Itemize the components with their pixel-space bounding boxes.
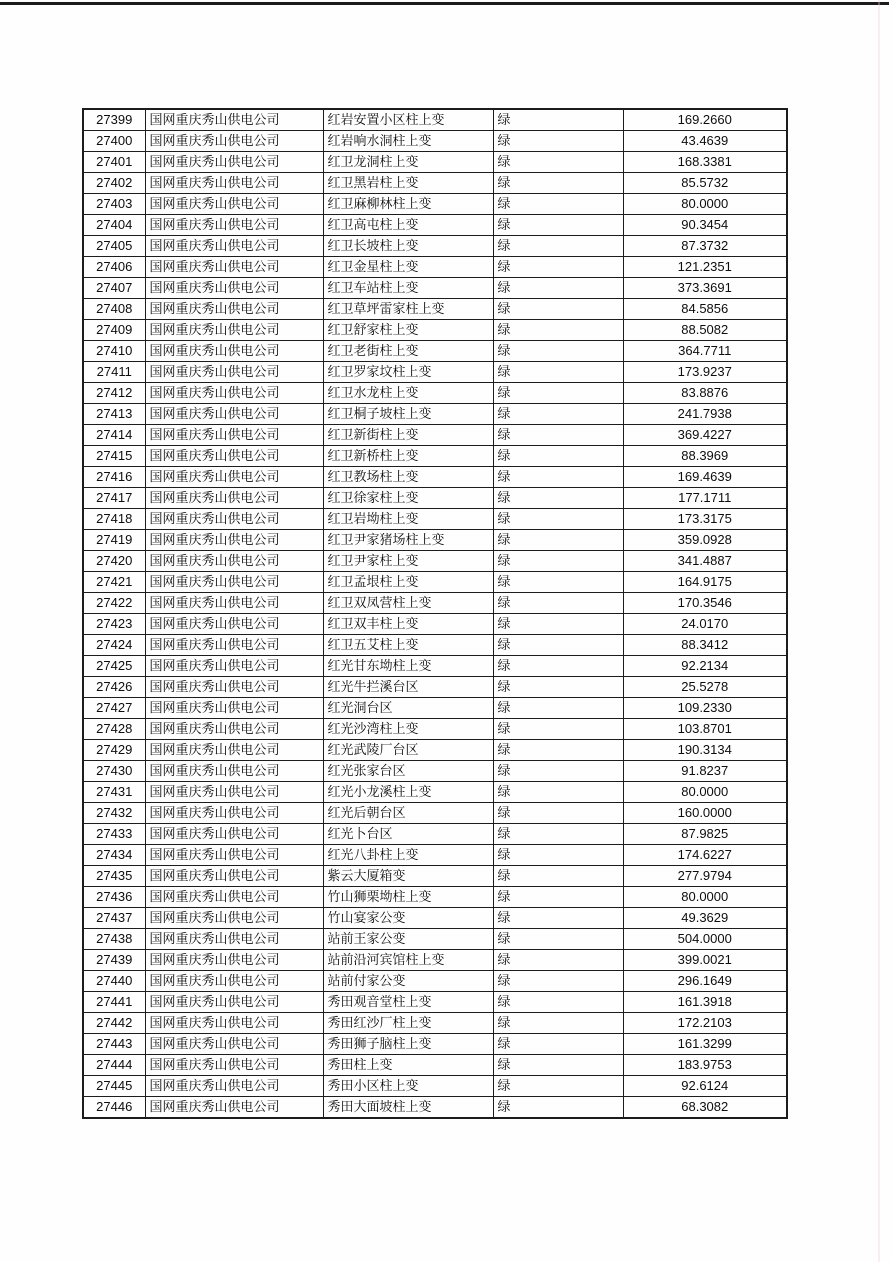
table-row [83, 824, 787, 845]
cell-company: 国网重庆秀山供电公司 [145, 320, 323, 341]
cell-row-id: 27413 [83, 404, 145, 425]
cell-row-id: 27416 [83, 467, 145, 488]
cell-status: 绿 [493, 488, 623, 509]
cell-capacity-value: 174.6227 [623, 845, 787, 866]
cell-capacity-value: 80.0000 [623, 782, 787, 803]
table-row [83, 341, 787, 362]
table-row [83, 761, 787, 782]
cell-company: 国网重庆秀山供电公司 [145, 152, 323, 173]
cell-station-name: 红卫舒家柱上变 [323, 320, 493, 341]
cell-company: 国网重庆秀山供电公司 [145, 782, 323, 803]
cell-status: 绿 [493, 1097, 623, 1119]
cell-station-name: 红卫岩坳柱上变 [323, 509, 493, 530]
cell-row-id: 27408 [83, 299, 145, 320]
cell-status: 绿 [493, 1076, 623, 1097]
cell-station-name: 红光沙湾柱上变 [323, 719, 493, 740]
table-row [83, 194, 787, 215]
cell-capacity-value: 91.8237 [623, 761, 787, 782]
cell-company: 国网重庆秀山供电公司 [145, 656, 323, 677]
table-row [83, 1076, 787, 1097]
cell-station-name: 秀田大面坡柱上变 [323, 1097, 493, 1119]
cell-capacity-value: 173.3175 [623, 509, 787, 530]
cell-company: 国网重庆秀山供电公司 [145, 950, 323, 971]
cell-station-name: 红卫新桥柱上变 [323, 446, 493, 467]
cell-capacity-value: 364.7711 [623, 341, 787, 362]
cell-status: 绿 [493, 509, 623, 530]
cell-company: 国网重庆秀山供电公司 [145, 467, 323, 488]
table-row [83, 803, 787, 824]
cell-station-name: 红光张家台区 [323, 761, 493, 782]
table-row [83, 509, 787, 530]
cell-station-name: 红卫水龙柱上变 [323, 383, 493, 404]
cell-status: 绿 [493, 383, 623, 404]
cell-capacity-value: 68.3082 [623, 1097, 787, 1119]
table-row [83, 593, 787, 614]
cell-capacity-value: 399.0021 [623, 950, 787, 971]
cell-company: 国网重庆秀山供电公司 [145, 425, 323, 446]
cell-capacity-value: 87.3732 [623, 236, 787, 257]
cell-station-name: 红卫长坡柱上变 [323, 236, 493, 257]
cell-capacity-value: 160.0000 [623, 803, 787, 824]
cell-status: 绿 [493, 593, 623, 614]
cell-capacity-value: 164.9175 [623, 572, 787, 593]
cell-capacity-value: 121.2351 [623, 257, 787, 278]
cell-station-name: 竹山狮栗坳柱上变 [323, 887, 493, 908]
table-row [83, 551, 787, 572]
cell-station-name: 红卫新街柱上变 [323, 425, 493, 446]
cell-station-name: 红卫双凤营柱上变 [323, 593, 493, 614]
cell-status: 绿 [493, 257, 623, 278]
cell-row-id: 27401 [83, 152, 145, 173]
table-row [83, 383, 787, 404]
table-row [83, 109, 787, 131]
cell-row-id: 27420 [83, 551, 145, 572]
cell-station-name: 红光武陵厂台区 [323, 740, 493, 761]
cell-status: 绿 [493, 299, 623, 320]
cell-status: 绿 [493, 1013, 623, 1034]
cell-status: 绿 [493, 152, 623, 173]
table-row [83, 446, 787, 467]
cell-capacity-value: 83.8876 [623, 383, 787, 404]
cell-company: 国网重庆秀山供电公司 [145, 614, 323, 635]
cell-row-id: 27425 [83, 656, 145, 677]
cell-status: 绿 [493, 908, 623, 929]
cell-row-id: 27437 [83, 908, 145, 929]
cell-capacity-value: 90.3454 [623, 215, 787, 236]
cell-company: 国网重庆秀山供电公司 [145, 929, 323, 950]
table-row [83, 887, 787, 908]
cell-row-id: 27439 [83, 950, 145, 971]
cell-capacity-value: 109.2330 [623, 698, 787, 719]
cell-capacity-value: 88.3412 [623, 635, 787, 656]
page-right-edge-line [878, 0, 880, 1262]
cell-capacity-value: 92.2134 [623, 656, 787, 677]
cell-company: 国网重庆秀山供电公司 [145, 1055, 323, 1076]
cell-status: 绿 [493, 572, 623, 593]
cell-company: 国网重庆秀山供电公司 [145, 383, 323, 404]
cell-station-name: 红光卜台区 [323, 824, 493, 845]
cell-station-name: 红卫龙洞柱上变 [323, 152, 493, 173]
table-row [83, 257, 787, 278]
cell-company: 国网重庆秀山供电公司 [145, 173, 323, 194]
cell-capacity-value: 80.0000 [623, 194, 787, 215]
cell-row-id: 27443 [83, 1034, 145, 1055]
cell-row-id: 27418 [83, 509, 145, 530]
cell-status: 绿 [493, 761, 623, 782]
cell-row-id: 27428 [83, 719, 145, 740]
table-row [83, 1055, 787, 1076]
cell-company: 国网重庆秀山供电公司 [145, 845, 323, 866]
cell-station-name: 红卫桐子坡柱上变 [323, 404, 493, 425]
cell-capacity-value: 359.0928 [623, 530, 787, 551]
cell-station-name: 秀田柱上变 [323, 1055, 493, 1076]
cell-station-name: 红卫车站柱上变 [323, 278, 493, 299]
cell-row-id: 27444 [83, 1055, 145, 1076]
cell-capacity-value: 161.3299 [623, 1034, 787, 1055]
cell-row-id: 27405 [83, 236, 145, 257]
cell-capacity-value: 49.3629 [623, 908, 787, 929]
cell-row-id: 27409 [83, 320, 145, 341]
cell-station-name: 红光洞台区 [323, 698, 493, 719]
cell-row-id: 27421 [83, 572, 145, 593]
cell-capacity-value: 85.5732 [623, 173, 787, 194]
table-row [83, 425, 787, 446]
cell-status: 绿 [493, 425, 623, 446]
cell-status: 绿 [493, 824, 623, 845]
cell-capacity-value: 190.3134 [623, 740, 787, 761]
cell-status: 绿 [493, 614, 623, 635]
cell-company: 国网重庆秀山供电公司 [145, 257, 323, 278]
cell-company: 国网重庆秀山供电公司 [145, 698, 323, 719]
cell-row-id: 27429 [83, 740, 145, 761]
cell-company: 国网重庆秀山供电公司 [145, 551, 323, 572]
cell-company: 国网重庆秀山供电公司 [145, 908, 323, 929]
cell-row-id: 27412 [83, 383, 145, 404]
cell-row-id: 27410 [83, 341, 145, 362]
cell-company: 国网重庆秀山供电公司 [145, 341, 323, 362]
cell-company: 国网重庆秀山供电公司 [145, 488, 323, 509]
cell-company: 国网重庆秀山供电公司 [145, 593, 323, 614]
cell-row-id: 27399 [83, 109, 145, 131]
cell-capacity-value: 183.9753 [623, 1055, 787, 1076]
cell-station-name: 红岩安置小区柱上变 [323, 109, 493, 131]
cell-company: 国网重庆秀山供电公司 [145, 1034, 323, 1055]
cell-status: 绿 [493, 929, 623, 950]
cell-status: 绿 [493, 530, 623, 551]
cell-capacity-value: 277.9794 [623, 866, 787, 887]
cell-row-id: 27402 [83, 173, 145, 194]
cell-company: 国网重庆秀山供电公司 [145, 719, 323, 740]
cell-station-name: 红卫孟垠柱上变 [323, 572, 493, 593]
table-row [83, 572, 787, 593]
cell-capacity-value: 84.5856 [623, 299, 787, 320]
cell-station-name: 秀田观音堂柱上变 [323, 992, 493, 1013]
cell-company: 国网重庆秀山供电公司 [145, 866, 323, 887]
table-row [83, 215, 787, 236]
cell-status: 绿 [493, 362, 623, 383]
cell-row-id: 27446 [83, 1097, 145, 1119]
table-row [83, 929, 787, 950]
table-row [83, 971, 787, 992]
cell-company: 国网重庆秀山供电公司 [145, 740, 323, 761]
cell-company: 国网重庆秀山供电公司 [145, 278, 323, 299]
cell-company: 国网重庆秀山供电公司 [145, 236, 323, 257]
table-row [83, 467, 787, 488]
cell-capacity-value: 80.0000 [623, 887, 787, 908]
table-row [83, 845, 787, 866]
cell-station-name: 红卫罗家坟柱上变 [323, 362, 493, 383]
cell-status: 绿 [493, 677, 623, 698]
cell-capacity-value: 373.3691 [623, 278, 787, 299]
cell-row-id: 27445 [83, 1076, 145, 1097]
cell-status: 绿 [493, 635, 623, 656]
cell-status: 绿 [493, 866, 623, 887]
cell-row-id: 27403 [83, 194, 145, 215]
cell-station-name: 红卫五艾柱上变 [323, 635, 493, 656]
cell-status: 绿 [493, 992, 623, 1013]
cell-status: 绿 [493, 845, 623, 866]
cell-station-name: 红卫尹家猪场柱上变 [323, 530, 493, 551]
cell-station-name: 红卫双丰柱上变 [323, 614, 493, 635]
cell-station-name: 站前付家公变 [323, 971, 493, 992]
cell-status: 绿 [493, 278, 623, 299]
cell-station-name: 红卫徐家柱上变 [323, 488, 493, 509]
cell-row-id: 27442 [83, 1013, 145, 1034]
cell-status: 绿 [493, 803, 623, 824]
cell-row-id: 27411 [83, 362, 145, 383]
table-row [83, 278, 787, 299]
cell-company: 国网重庆秀山供电公司 [145, 446, 323, 467]
cell-row-id: 27423 [83, 614, 145, 635]
cell-station-name: 红卫教场柱上变 [323, 467, 493, 488]
cell-company: 国网重庆秀山供电公司 [145, 1097, 323, 1119]
table-row [83, 236, 787, 257]
table-row [83, 152, 787, 173]
cell-station-name: 红卫麻柳林柱上变 [323, 194, 493, 215]
cell-row-id: 27400 [83, 131, 145, 152]
cell-row-id: 27415 [83, 446, 145, 467]
cell-capacity-value: 170.3546 [623, 593, 787, 614]
cell-status: 绿 [493, 404, 623, 425]
cell-capacity-value: 296.1649 [623, 971, 787, 992]
cell-company: 国网重庆秀山供电公司 [145, 131, 323, 152]
table-row [83, 404, 787, 425]
cell-status: 绿 [493, 656, 623, 677]
cell-company: 国网重庆秀山供电公司 [145, 803, 323, 824]
page-top-rule [0, 2, 889, 5]
cell-status: 绿 [493, 551, 623, 572]
cell-station-name: 秀田红沙厂柱上变 [323, 1013, 493, 1034]
cell-status: 绿 [493, 131, 623, 152]
cell-capacity-value: 504.0000 [623, 929, 787, 950]
cell-row-id: 27407 [83, 278, 145, 299]
table-row [83, 698, 787, 719]
cell-station-name: 站前沿河宾馆柱上变 [323, 950, 493, 971]
cell-row-id: 27422 [83, 593, 145, 614]
cell-status: 绿 [493, 446, 623, 467]
cell-company: 国网重庆秀山供电公司 [145, 971, 323, 992]
table-row [83, 908, 787, 929]
cell-row-id: 27414 [83, 425, 145, 446]
cell-status: 绿 [493, 698, 623, 719]
cell-row-id: 27440 [83, 971, 145, 992]
cell-capacity-value: 341.4887 [623, 551, 787, 572]
table-row [83, 866, 787, 887]
cell-capacity-value: 43.4639 [623, 131, 787, 152]
cell-row-id: 27433 [83, 824, 145, 845]
cell-company: 国网重庆秀山供电公司 [145, 1076, 323, 1097]
cell-status: 绿 [493, 215, 623, 236]
table-row [83, 677, 787, 698]
cell-station-name: 紫云大厦箱变 [323, 866, 493, 887]
cell-status: 绿 [493, 971, 623, 992]
table-row [83, 782, 787, 803]
cell-capacity-value: 103.8701 [623, 719, 787, 740]
cell-station-name: 红光八卦柱上变 [323, 845, 493, 866]
table-row [83, 1097, 787, 1119]
cell-capacity-value: 172.2103 [623, 1013, 787, 1034]
cell-row-id: 27419 [83, 530, 145, 551]
cell-company: 国网重庆秀山供电公司 [145, 404, 323, 425]
table-row [83, 131, 787, 152]
cell-row-id: 27430 [83, 761, 145, 782]
cell-status: 绿 [493, 467, 623, 488]
cell-row-id: 27426 [83, 677, 145, 698]
cell-company: 国网重庆秀山供电公司 [145, 824, 323, 845]
cell-company: 国网重庆秀山供电公司 [145, 109, 323, 131]
cell-capacity-value: 168.3381 [623, 152, 787, 173]
cell-company: 国网重庆秀山供电公司 [145, 635, 323, 656]
cell-row-id: 27427 [83, 698, 145, 719]
cell-company: 国网重庆秀山供电公司 [145, 887, 323, 908]
cell-station-name: 站前王家公变 [323, 929, 493, 950]
cell-capacity-value: 169.2660 [623, 109, 787, 131]
cell-row-id: 27424 [83, 635, 145, 656]
cell-status: 绿 [493, 740, 623, 761]
cell-company: 国网重庆秀山供电公司 [145, 572, 323, 593]
cell-row-id: 27438 [83, 929, 145, 950]
cell-capacity-value: 369.4227 [623, 425, 787, 446]
table-row [83, 656, 787, 677]
cell-station-name: 红光小龙溪柱上变 [323, 782, 493, 803]
cell-company: 国网重庆秀山供电公司 [145, 299, 323, 320]
cell-row-id: 27417 [83, 488, 145, 509]
table-row [83, 173, 787, 194]
cell-station-name: 红岩响水洞柱上变 [323, 131, 493, 152]
cell-capacity-value: 88.5082 [623, 320, 787, 341]
table-row [83, 320, 787, 341]
cell-status: 绿 [493, 194, 623, 215]
cell-status: 绿 [493, 950, 623, 971]
table-row [83, 362, 787, 383]
table-row [83, 614, 787, 635]
cell-capacity-value: 88.3969 [623, 446, 787, 467]
cell-row-id: 27432 [83, 803, 145, 824]
cell-station-name: 红卫高屯柱上变 [323, 215, 493, 236]
cell-capacity-value: 24.0170 [623, 614, 787, 635]
cell-row-id: 27406 [83, 257, 145, 278]
cell-row-id: 27435 [83, 866, 145, 887]
cell-station-name: 红卫老街柱上变 [323, 341, 493, 362]
table-row [83, 992, 787, 1013]
cell-capacity-value: 87.9825 [623, 824, 787, 845]
table-row [83, 488, 787, 509]
cell-row-id: 27434 [83, 845, 145, 866]
cell-station-name: 红光甘东坳柱上变 [323, 656, 493, 677]
transformer-table [82, 108, 788, 1119]
cell-station-name: 秀田小区柱上变 [323, 1076, 493, 1097]
cell-status: 绿 [493, 719, 623, 740]
table-row [83, 299, 787, 320]
cell-capacity-value: 25.5278 [623, 677, 787, 698]
table-row [83, 635, 787, 656]
cell-status: 绿 [493, 1034, 623, 1055]
cell-station-name: 红卫金星柱上变 [323, 257, 493, 278]
table-body [83, 109, 787, 1118]
table-row [83, 740, 787, 761]
cell-status: 绿 [493, 236, 623, 257]
cell-company: 国网重庆秀山供电公司 [145, 509, 323, 530]
cell-row-id: 27431 [83, 782, 145, 803]
cell-station-name: 红卫尹家柱上变 [323, 551, 493, 572]
cell-row-id: 27436 [83, 887, 145, 908]
cell-station-name: 红卫黑岩柱上变 [323, 173, 493, 194]
table-row [83, 719, 787, 740]
table-row [83, 1013, 787, 1034]
cell-capacity-value: 92.6124 [623, 1076, 787, 1097]
cell-company: 国网重庆秀山供电公司 [145, 761, 323, 782]
cell-company: 国网重庆秀山供电公司 [145, 992, 323, 1013]
cell-row-id: 27404 [83, 215, 145, 236]
cell-company: 国网重庆秀山供电公司 [145, 1013, 323, 1034]
cell-status: 绿 [493, 887, 623, 908]
cell-row-id: 27441 [83, 992, 145, 1013]
cell-station-name: 红光后朝台区 [323, 803, 493, 824]
cell-company: 国网重庆秀山供电公司 [145, 215, 323, 236]
table-row [83, 950, 787, 971]
cell-station-name: 秀田狮子脑柱上变 [323, 1034, 493, 1055]
cell-company: 国网重庆秀山供电公司 [145, 530, 323, 551]
cell-status: 绿 [493, 320, 623, 341]
cell-status: 绿 [493, 782, 623, 803]
table-row [83, 530, 787, 551]
cell-capacity-value: 161.3918 [623, 992, 787, 1013]
cell-company: 国网重庆秀山供电公司 [145, 362, 323, 383]
cell-status: 绿 [493, 341, 623, 362]
cell-status: 绿 [493, 109, 623, 131]
cell-capacity-value: 241.7938 [623, 404, 787, 425]
cell-company: 国网重庆秀山供电公司 [145, 194, 323, 215]
cell-status: 绿 [493, 1055, 623, 1076]
cell-capacity-value: 169.4639 [623, 467, 787, 488]
cell-company: 国网重庆秀山供电公司 [145, 677, 323, 698]
cell-station-name: 红卫草坪雷家柱上变 [323, 299, 493, 320]
table-row [83, 1034, 787, 1055]
cell-capacity-value: 177.1711 [623, 488, 787, 509]
cell-status: 绿 [493, 173, 623, 194]
cell-station-name: 红光牛拦溪台区 [323, 677, 493, 698]
cell-capacity-value: 173.9237 [623, 362, 787, 383]
cell-station-name: 竹山宴家公变 [323, 908, 493, 929]
